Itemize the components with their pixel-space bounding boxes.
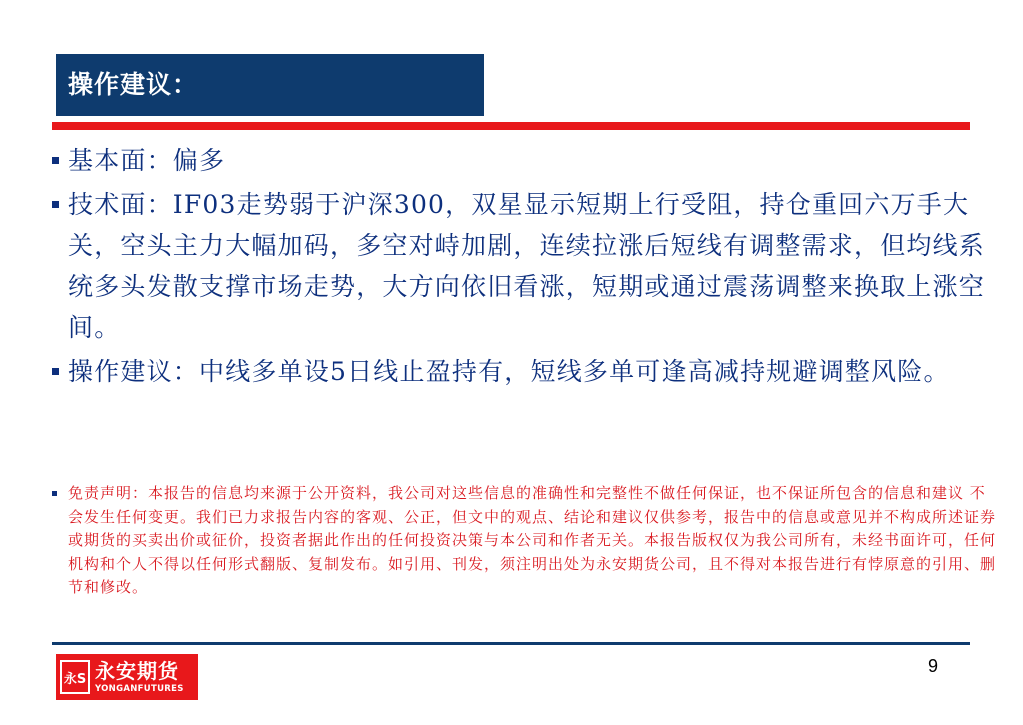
logo-name-cn: 永安期货 [95, 659, 179, 683]
disclaimer [52, 482, 996, 600]
bullet-marker [52, 368, 59, 375]
title-divider [52, 122, 970, 130]
bullet-text: 基本面：偏多 [68, 146, 226, 175]
logo-words [95, 659, 184, 695]
page-number: 9 [928, 656, 939, 676]
footer-divider [52, 642, 970, 645]
bullet-marker [52, 491, 57, 496]
bullet-text: 技术面：IF03走势弱于沪深300，双星显示短期上行受阻，持仓重回六万手大关，空头主力大幅加码，多空对峙加剧，连续拉涨后短线有调整需求，但均线系统多头发散支撑市场走势，大方向依旧看涨，短期或通过震荡调整来换取上涨空间。 [68, 190, 986, 342]
bullet-advice [52, 351, 997, 392]
bullet-fundamentals [52, 140, 997, 181]
bullet-technicals [52, 184, 997, 348]
bullet-marker [52, 157, 59, 164]
slide-title: 操作建议： [56, 54, 484, 116]
disclaimer-text: 免责声明：本报告的信息均来源于公开资料，我公司对这些信息的准确性和完整性不做任何保证，也不保证所包含的信息和建议 不会发生任何变更。我们已力求报告内容的客观、公正，但文中的观点、结论和建议仅供参考，报告中的信息或意见并不构成所述证券或期货的买卖出价或征价，投资者据此作出的任何投资决策与本公司和作者无关。本报告版权仅为我公司所有，未经书面许可，任何机构和个人不得以任何形式翻版、复制发布。如引用、刊发，须注明出处为永安期货公司，且不得对本报告进行有悖原意的引用、删节和修改。 [68, 484, 997, 596]
company-logo [56, 654, 198, 700]
logo-name-en: YONGANFUTURES [95, 684, 184, 694]
logo-mark: 永S [60, 660, 90, 694]
bullet-text: 操作建议：中线多单设5日线止盈持有，短线多单可逢高减持规避调整风险。 [68, 357, 950, 386]
bullet-list [52, 140, 997, 392]
bullet-marker [52, 201, 59, 208]
